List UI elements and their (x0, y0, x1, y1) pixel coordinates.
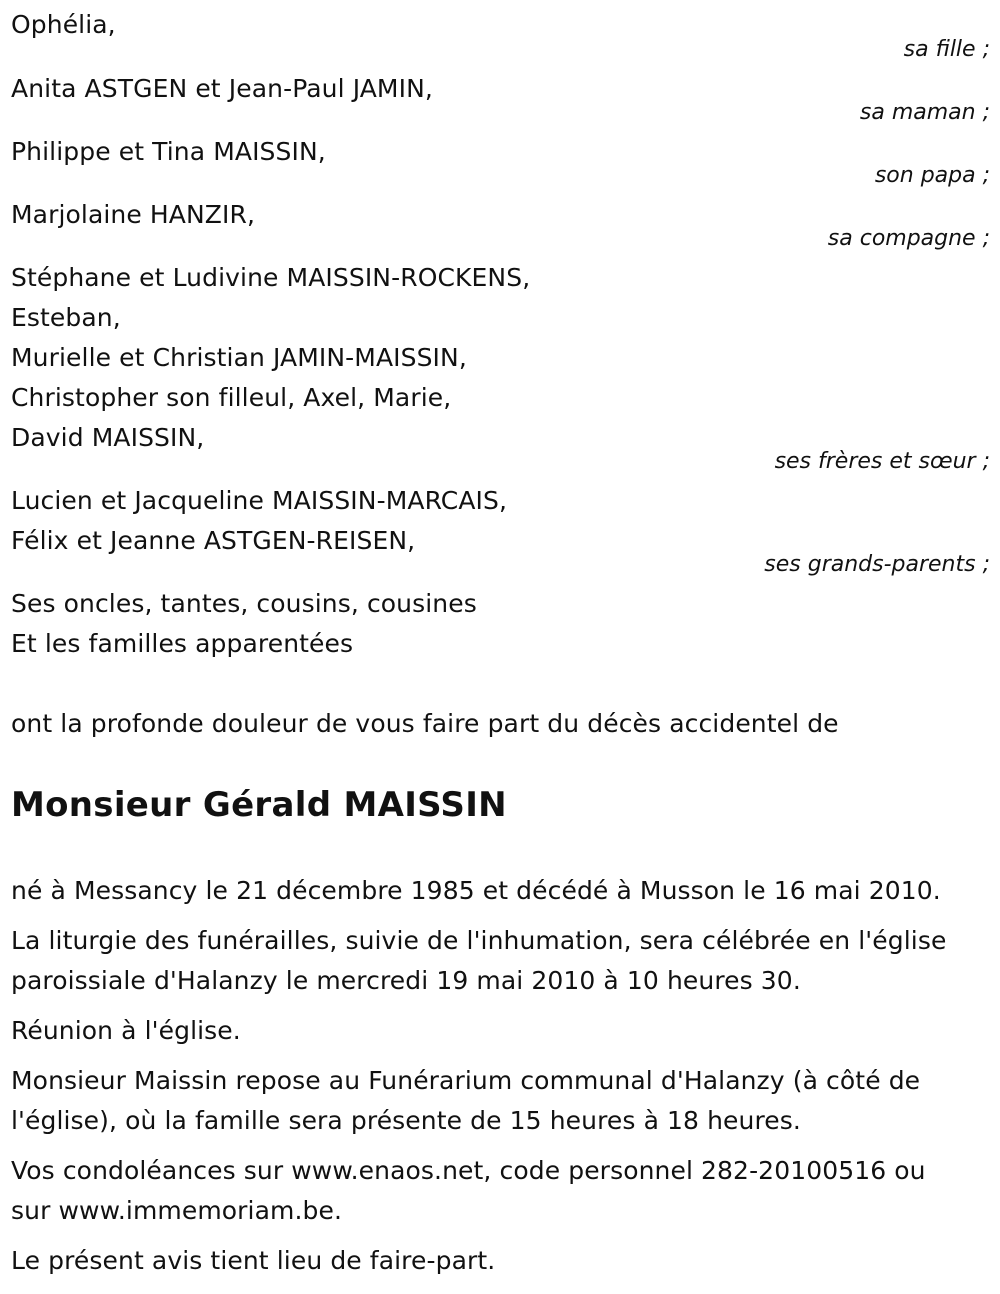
announcement-text: ont la profonde douleur de vous faire part du décès accidentel de (11, 709, 839, 738)
family-name-line: Et les familles apparentées (11, 629, 354, 658)
relation-label: ses grands-parents ; (764, 552, 990, 577)
family-name-line: Marjolaine HANZIR, (11, 200, 256, 229)
liturgy-text-line: La liturgie des funérailles, suivie de l'inhumation, sera célébrée en l'église (11, 926, 947, 955)
condolences-prefix: sur (11, 1196, 59, 1225)
condolences-prefix: Vos condoléances sur (11, 1156, 292, 1185)
relation-label: sa fille ; (903, 37, 990, 62)
condolences-text-line (11, 1196, 342, 1226)
family-name-line: Ses oncles, tantes, cousins, cousines (11, 589, 477, 618)
deceased-name-heading: Monsieur Gérald MAISSIN (11, 785, 507, 825)
family-name-line: David MAISSIN, (11, 423, 205, 452)
condolences-suffix: , code personnel 282-20100516 ou (483, 1156, 926, 1185)
family-name-line: Lucien et Jacqueline MAISSIN-MARCAIS, (11, 486, 508, 515)
family-name-line: Félix et Jeanne ASTGEN-REISEN, (11, 526, 416, 555)
family-name-line: Stéphane et Ludivine MAISSIN-ROCKENS, (11, 263, 531, 292)
immemoriam-link[interactable]: www.immemoriam.be (58, 1196, 334, 1225)
rest-text-line: l'église), où la famille sera présente de 15 heures à 18 heures. (11, 1106, 801, 1135)
family-name-line: Anita ASTGEN et Jean-Paul JAMIN, (11, 74, 433, 103)
condolences-suffix: . (333, 1196, 343, 1225)
relation-label: ses frères et sœur ; (774, 449, 990, 474)
relation-label: son papa ; (874, 163, 990, 188)
enaos-link[interactable]: www.enaos.net (291, 1156, 484, 1185)
birth-death-text: né à Messancy le 21 décembre 1985 et décédé à Musson le 16 mai 2010. (11, 876, 941, 905)
relation-label: sa maman ; (859, 100, 990, 125)
family-name-line: Ophélia, (11, 10, 116, 39)
family-name-line: Christopher son filleul, Axel, Marie, (11, 383, 452, 412)
family-name-line: Philippe et Tina MAISSIN, (11, 137, 326, 166)
family-name-line: Esteban, (11, 303, 121, 332)
family-name-line: Murielle et Christian JAMIN-MAISSIN, (11, 343, 467, 372)
rest-text-line: Monsieur Maissin repose au Funérarium communal d'Halanzy (à côté de (11, 1066, 921, 1095)
liturgy-text-line: paroissiale d'Halanzy le mercredi 19 mai 2010 à 10 heures 30. (11, 966, 801, 995)
notice-text: Le présent avis tient lieu de faire-part. (11, 1246, 496, 1275)
meeting-text: Réunion à l'église. (11, 1016, 241, 1045)
relation-label: sa compagne ; (827, 226, 990, 251)
condolences-text-line (11, 1156, 926, 1186)
